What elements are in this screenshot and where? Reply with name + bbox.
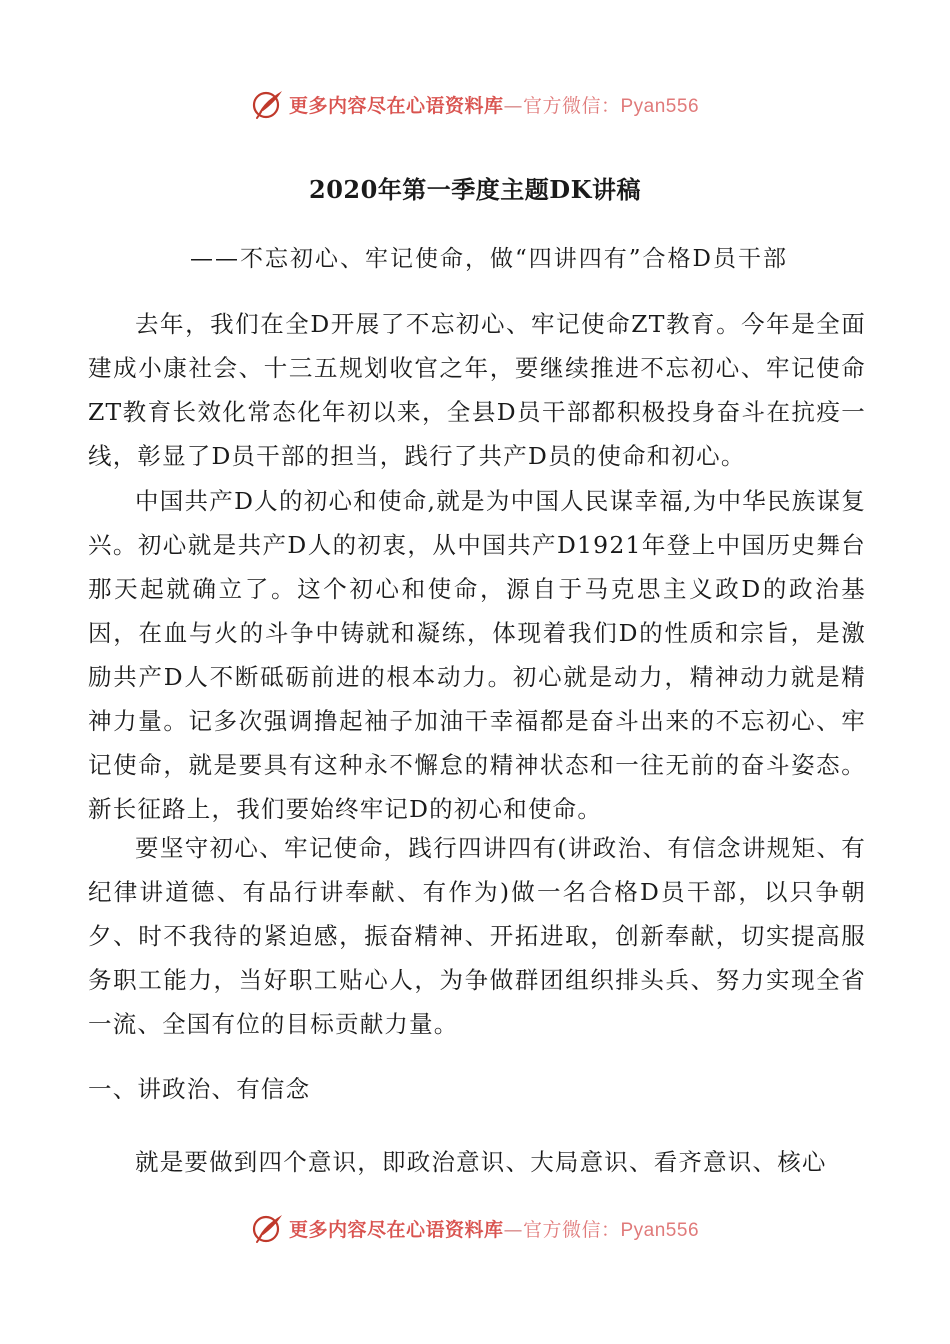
paragraph-1 bbox=[88, 302, 866, 478]
watermark-handle: Pyan556 bbox=[620, 95, 700, 117]
watermark-label: 官方微信： bbox=[522, 1218, 621, 1241]
watermark-dash: — bbox=[503, 94, 523, 117]
paragraph-text: 去年，我们在全D开展了不忘初心、牢记使命ZT教育。今年是全面建成小康社会、十三五规划收官之年，要继续推进不忘初心、牢记使命ZT教育长效化常态化年初以来，全县D员干部都积极投身奋斗在抗疫一线，彰显了D员干部的担当，践行了共产D员的使命和初心。 bbox=[88, 310, 866, 470]
document-subtitle: ——不忘初心、牢记使命，做“四讲四有”合格D员干部 bbox=[190, 246, 788, 272]
watermark-handle: Pyan556 bbox=[620, 1219, 700, 1241]
watermark-top bbox=[0, 84, 950, 124]
watermark-dash: — bbox=[503, 1218, 523, 1241]
quill-logo-icon bbox=[251, 87, 285, 121]
watermark-text bbox=[289, 1215, 699, 1242]
paragraph-text: 要坚守初心、牢记使命，践行四讲四有(讲政治、有信念讲规矩、有纪律讲道德、有品行讲奉献、有作为)做一名合格D员干部，以只争朝夕、时不我待的紧迫感，振奋精神、开拓进取，创新奉献，切实提高服务职工能力，当好职工贴心人，为争做群团组织排头兵、努力实现全省一流、全国有位的目标贡献力量。 bbox=[88, 834, 866, 1038]
paragraph-3 bbox=[88, 826, 866, 1046]
paragraph-4 bbox=[88, 1140, 866, 1184]
document-title: 2020年第一季度主题DK讲稿 bbox=[309, 175, 641, 204]
watermark-bottom bbox=[0, 1208, 950, 1248]
paragraph-2 bbox=[88, 479, 866, 831]
paragraph-text: 就是要做到四个意识，即政治意识、大局意识、看齐意识、核心 bbox=[135, 1148, 827, 1176]
quill-logo-icon bbox=[251, 1211, 285, 1245]
paragraph-text: 中国共产D人的初心和使命,就是为中国人民谋幸福,为中华民族谋复兴。初心就是共产D人的初衷，从中国共产D1921年登上中国历史舞台那天起就确立了。这个初心和使命，源自于马克思主义政D的政治基因，在血与火的斗争中铸就和凝练，体现着我们D的性质和宗旨，是激励共产D人不断砥砺前进的根本动力。初心就是动力，精神动力就是精神力量。记多次强调撸起袖子加油干幸福都是奋斗出来的不忘初心、牢记使命，就是要具有这种永不懈怠的精神状态和一往无前的奋斗姿态。新长征路上，我们要始终牢记D的初心和使命。 bbox=[88, 487, 866, 823]
watermark-text bbox=[289, 91, 699, 118]
watermark-brand: 更多内容尽在心语资料库 bbox=[288, 94, 504, 117]
watermark-brand: 更多内容尽在心语资料库 bbox=[288, 1218, 504, 1241]
watermark-label: 官方微信： bbox=[522, 94, 621, 117]
section-heading: 一、讲政治、有信念 bbox=[88, 1075, 311, 1103]
